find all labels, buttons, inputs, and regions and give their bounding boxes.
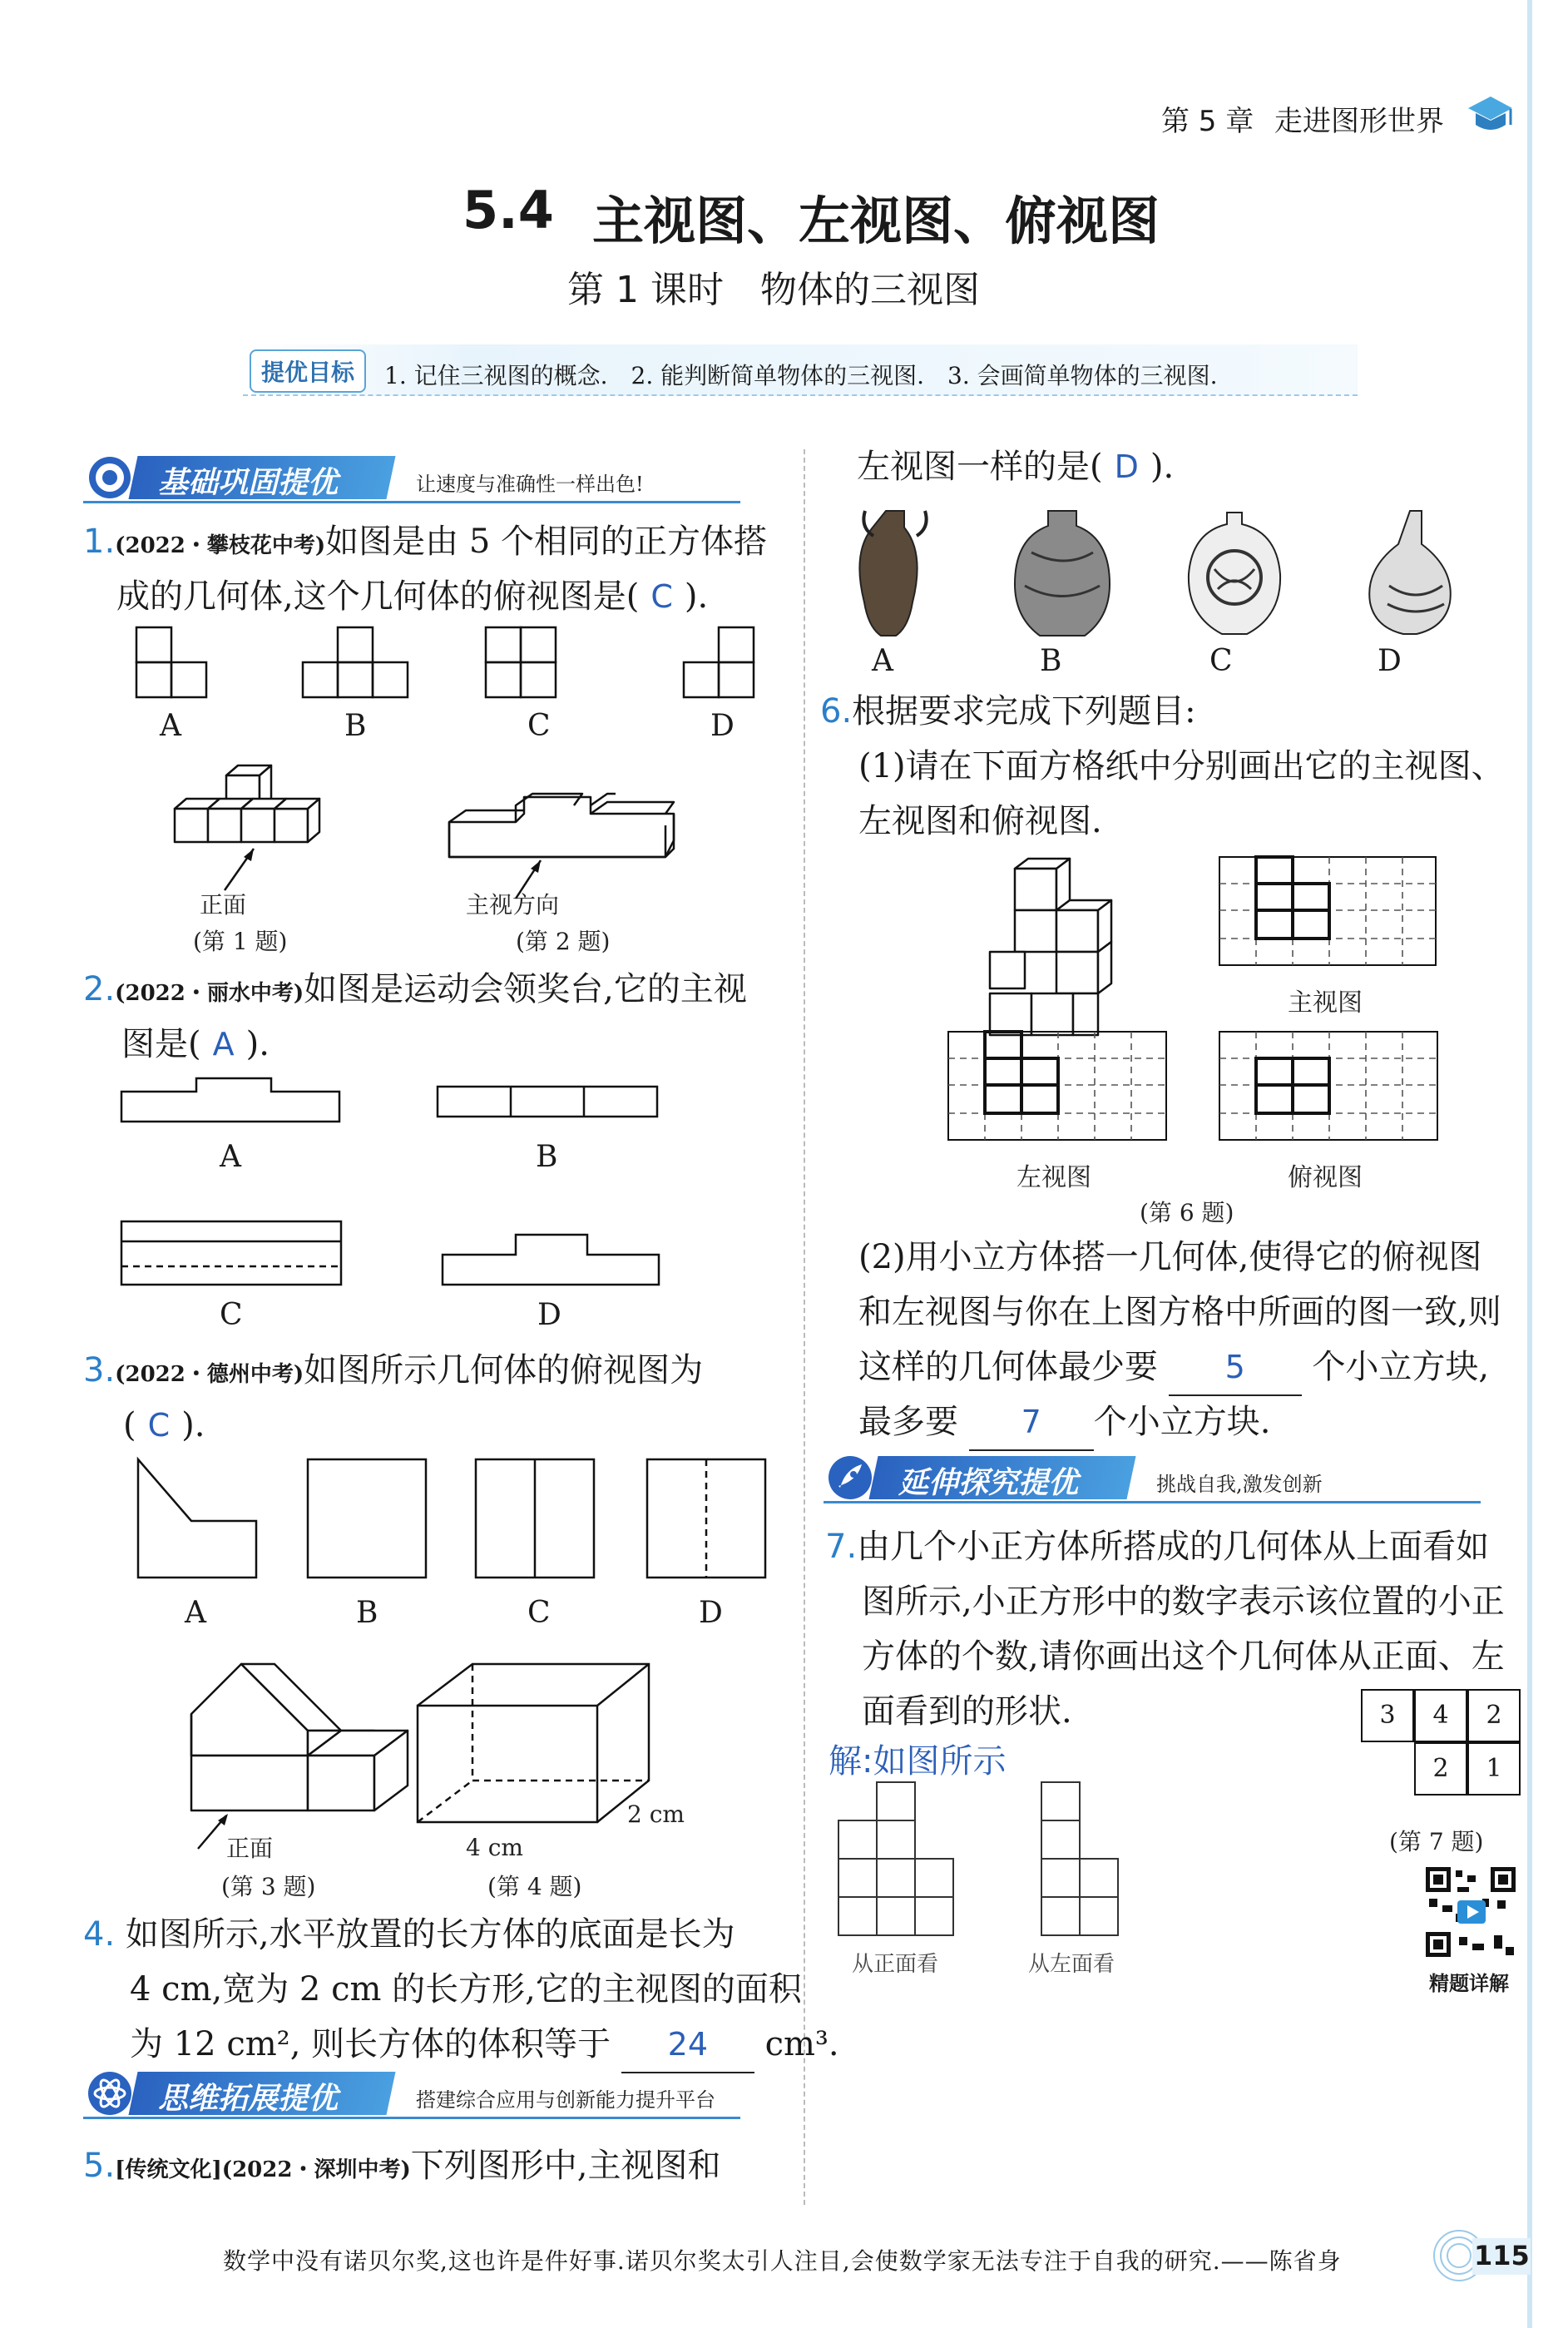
q5-number: 5.: [83, 2147, 116, 2185]
q4-dim-wid: 2 cm: [627, 1800, 685, 1828]
q1-line2: [116, 569, 708, 624]
q3-line1: [83, 1343, 703, 1402]
q6-text-max: 最多要: [858, 1403, 958, 1441]
q4-text1: 如图所示,水平放置的长方体的底面是长为: [125, 1915, 735, 1954]
q7-text1: 由几个小正方体所搭成的几何体从上面看如: [857, 1528, 1490, 1566]
q6-text-min2: 个小立方块,: [1312, 1348, 1490, 1386]
q5-text1: 下列图形中,主视图和: [410, 2147, 721, 2185]
q5-vases-figure: [848, 503, 1447, 644]
q3-fig-front: 正面: [226, 1835, 274, 1862]
q5-tag: [传统文化]: [115, 2157, 222, 2182]
qr-label: 精题详解: [1429, 1972, 1509, 1995]
q6-p2-line3: [858, 1340, 1489, 1396]
q7-line3: 方体的个数,请你画出这个几何体从正面、左: [862, 1637, 1505, 1676]
q6-text-min: 这样的几何体最少要: [858, 1348, 1158, 1386]
q2-option-c: C: [220, 1298, 243, 1332]
q1-option-d: D: [710, 709, 735, 743]
q1-q2-solids-figure: [175, 757, 690, 907]
q2-text2: 图是(: [121, 1025, 201, 1063]
q7-solution: 解:如图所示: [829, 1742, 1007, 1781]
page-title: 主视图、左视图、俯视图: [592, 191, 1160, 251]
q1-fig-cap: (第 1 题): [193, 928, 288, 955]
banner-extend-title: 延伸探究提优: [898, 1466, 1079, 1500]
footer-quote: 数学中没有诺贝尔奖,这也许是件好事.诺贝尔奖太引人注目,会使数学家无法专注于自我的研究.——陈省身: [223, 2247, 1342, 2275]
q7-fig-cap: (第 7 题): [1389, 1828, 1484, 1855]
banner-thinking-title: 思维拓展提优: [158, 2082, 339, 2116]
q6-fig-cap: (第 6 题): [1140, 1199, 1234, 1226]
banner-extend-sub: 挑战自我,激发创新: [1156, 1473, 1323, 1496]
q5-option-c: C: [1209, 644, 1233, 678]
q2-option-b: B: [536, 1140, 558, 1174]
q3-text1: 如图所示几何体的俯视图为: [304, 1351, 704, 1389]
q2-option-a: A: [220, 1140, 241, 1174]
q1-options-figure: [133, 624, 765, 707]
q7-cell: 2: [1414, 1742, 1467, 1796]
q3-options-figure: [133, 1453, 782, 1586]
q3-option-c: C: [527, 1596, 551, 1630]
q7-cell: 2: [1467, 1689, 1521, 1742]
q4-line2: 4 cm,宽为 2 cm 的长方形,它的主视图的面积: [130, 1970, 802, 2009]
q3-fig-cap: (第 3 题): [221, 1873, 316, 1900]
q5-option-a: A: [872, 644, 893, 678]
q4-answer: 24: [621, 2017, 754, 2073]
q7-line2: 图所示,小正方形中的数字表示该位置的小正: [862, 1583, 1505, 1621]
q7-lbl-front: 从正面看: [852, 1952, 939, 1977]
banner-basic-sub: 让速度与准确性一样出色!: [416, 473, 644, 496]
q7-number: 7.: [825, 1528, 858, 1566]
q7-line1: [825, 1519, 1489, 1574]
q2-text2b: ).: [245, 1025, 270, 1063]
q1-fig-front: 正面: [200, 891, 247, 919]
q6-lbl-top: 俯视图: [1288, 1163, 1363, 1192]
q5-text2b: ).: [1150, 448, 1175, 486]
q6-grids-figure: [990, 859, 1489, 1191]
q6-line1: [820, 684, 1196, 739]
q4-text3b: cm³.: [764, 2025, 839, 2063]
q3-line2: [123, 1398, 205, 1453]
q1-option-a: A: [160, 709, 181, 743]
section-number: 5.4: [462, 180, 554, 240]
q4-dim-len: 4 cm: [466, 1834, 523, 1861]
q5-answer: D: [1114, 448, 1139, 485]
q3-option-b: B: [356, 1596, 378, 1630]
page-number: 115: [1474, 2240, 1530, 2271]
q1-text2: 成的几何体,这个几何体的俯视图是(: [116, 577, 640, 616]
q6-p2a: (2)用小立方体搭一几何体,使得它的俯视图: [858, 1238, 1482, 1276]
atom-icon: [87, 2070, 133, 2117]
q6-number: 6.: [820, 692, 853, 731]
q6-answer-max: 7: [969, 1394, 1094, 1451]
q6-p2-line4: [858, 1394, 1270, 1451]
q7-lbl-left: 从左面看: [1028, 1952, 1115, 1977]
q2-text1: 如图是运动会领奖台,它的主视: [304, 970, 747, 1008]
q3-source: (2022・德州中考): [115, 1362, 304, 1387]
q5-line1: [83, 2138, 720, 2197]
q4-fig-cap: (第 4 题): [487, 1873, 582, 1900]
q3-text2b: ).: [181, 1406, 205, 1444]
goals-label: 提优目标: [250, 349, 366, 393]
q4-number: 4.: [83, 1915, 116, 1954]
banner-thinking-sub: 搭建综合应用与创新能力提升平台: [416, 2088, 715, 2112]
q6-p2b: 和左视图与你在上图方格中所画的图一致,则: [858, 1293, 1501, 1331]
q2-line2: [121, 1017, 270, 1072]
q5-option-b: B: [1040, 644, 1062, 678]
q2-fig-cap: (第 2 题): [516, 928, 611, 955]
q4-line3: [130, 2017, 839, 2073]
q2-fig-dir: 主视方向: [466, 891, 560, 919]
qr-code-icon[interactable]: [1422, 1864, 1519, 1960]
q5-line2: [857, 439, 1174, 494]
q4-line1: [83, 1907, 735, 1962]
q2-answer: A: [212, 1026, 235, 1062]
q5-text2: 左视图一样的是(: [857, 448, 1103, 486]
q3-option-d: D: [699, 1596, 723, 1630]
goals-text: 1. 记住三视图的概念. 2. 能判断简单物体的三视图. 3. 会画简单物体的三视图.: [384, 362, 1218, 389]
q7-line4: 面看到的形状.: [862, 1692, 1072, 1731]
q2-option-d: D: [537, 1298, 561, 1332]
q6-lbl-front: 主视图: [1288, 988, 1363, 1018]
q2-options-figure: [116, 1073, 749, 1298]
banner-basic-title: 基础巩固提优: [158, 466, 339, 500]
q6-answer-min: 5: [1169, 1340, 1302, 1396]
q1-line1: [83, 514, 767, 573]
q1-number: 1.: [83, 523, 116, 561]
q5-source: (2022・深圳中考): [221, 2157, 411, 2182]
q7-cell: 4: [1414, 1689, 1467, 1742]
q1-option-c: C: [527, 709, 551, 743]
q3-option-a: A: [185, 1596, 206, 1630]
q6-text-max2: 个小立方块.: [1093, 1403, 1271, 1441]
graduation-cap-icon: [1464, 90, 1514, 140]
column-divider: [804, 449, 805, 2205]
chapter-label: 第 5 章: [1161, 105, 1254, 138]
q3-number: 3.: [83, 1351, 116, 1389]
rocket-icon: [827, 1454, 873, 1501]
q1-option-b: B: [344, 709, 367, 743]
q2-source: (2022・丽水中考): [115, 981, 304, 1006]
q1-answer: C: [650, 578, 673, 615]
q4-text3: 为 12 cm², 则长方体的体积等于: [130, 2025, 611, 2063]
page-edge: [1527, 0, 1532, 2328]
q7-top-view-grid: [1361, 1689, 1524, 1799]
q2-line1: [83, 962, 747, 1021]
q6-p1a: (1)请在下面方格纸中分别画出它的主视图、: [858, 747, 1505, 785]
q6-text1: 根据要求完成下列题目:: [852, 692, 1196, 731]
q7-cell: 3: [1361, 1689, 1414, 1742]
lesson-title: 第 1 课时 物体的三视图: [567, 269, 980, 311]
q1-text1: 如图是由 5 个相同的正方体搭: [325, 523, 768, 561]
q6-p1b: 左视图和俯视图.: [858, 802, 1102, 840]
q3-answer: C: [147, 1407, 171, 1444]
q2-number: 2.: [83, 970, 116, 1008]
q7-answer-figure: [837, 1781, 1136, 1947]
q5-option-d: D: [1378, 644, 1402, 678]
target-icon: [87, 454, 133, 501]
q7-cell: 1: [1467, 1742, 1521, 1796]
q3-text2: (: [123, 1406, 136, 1444]
q1-source: (2022・攀枝花中考): [115, 533, 326, 558]
q1-text2b: ).: [684, 577, 709, 616]
q6-lbl-left: 左视图: [1016, 1163, 1091, 1192]
chapter-title: 走进图形世界: [1274, 105, 1444, 138]
